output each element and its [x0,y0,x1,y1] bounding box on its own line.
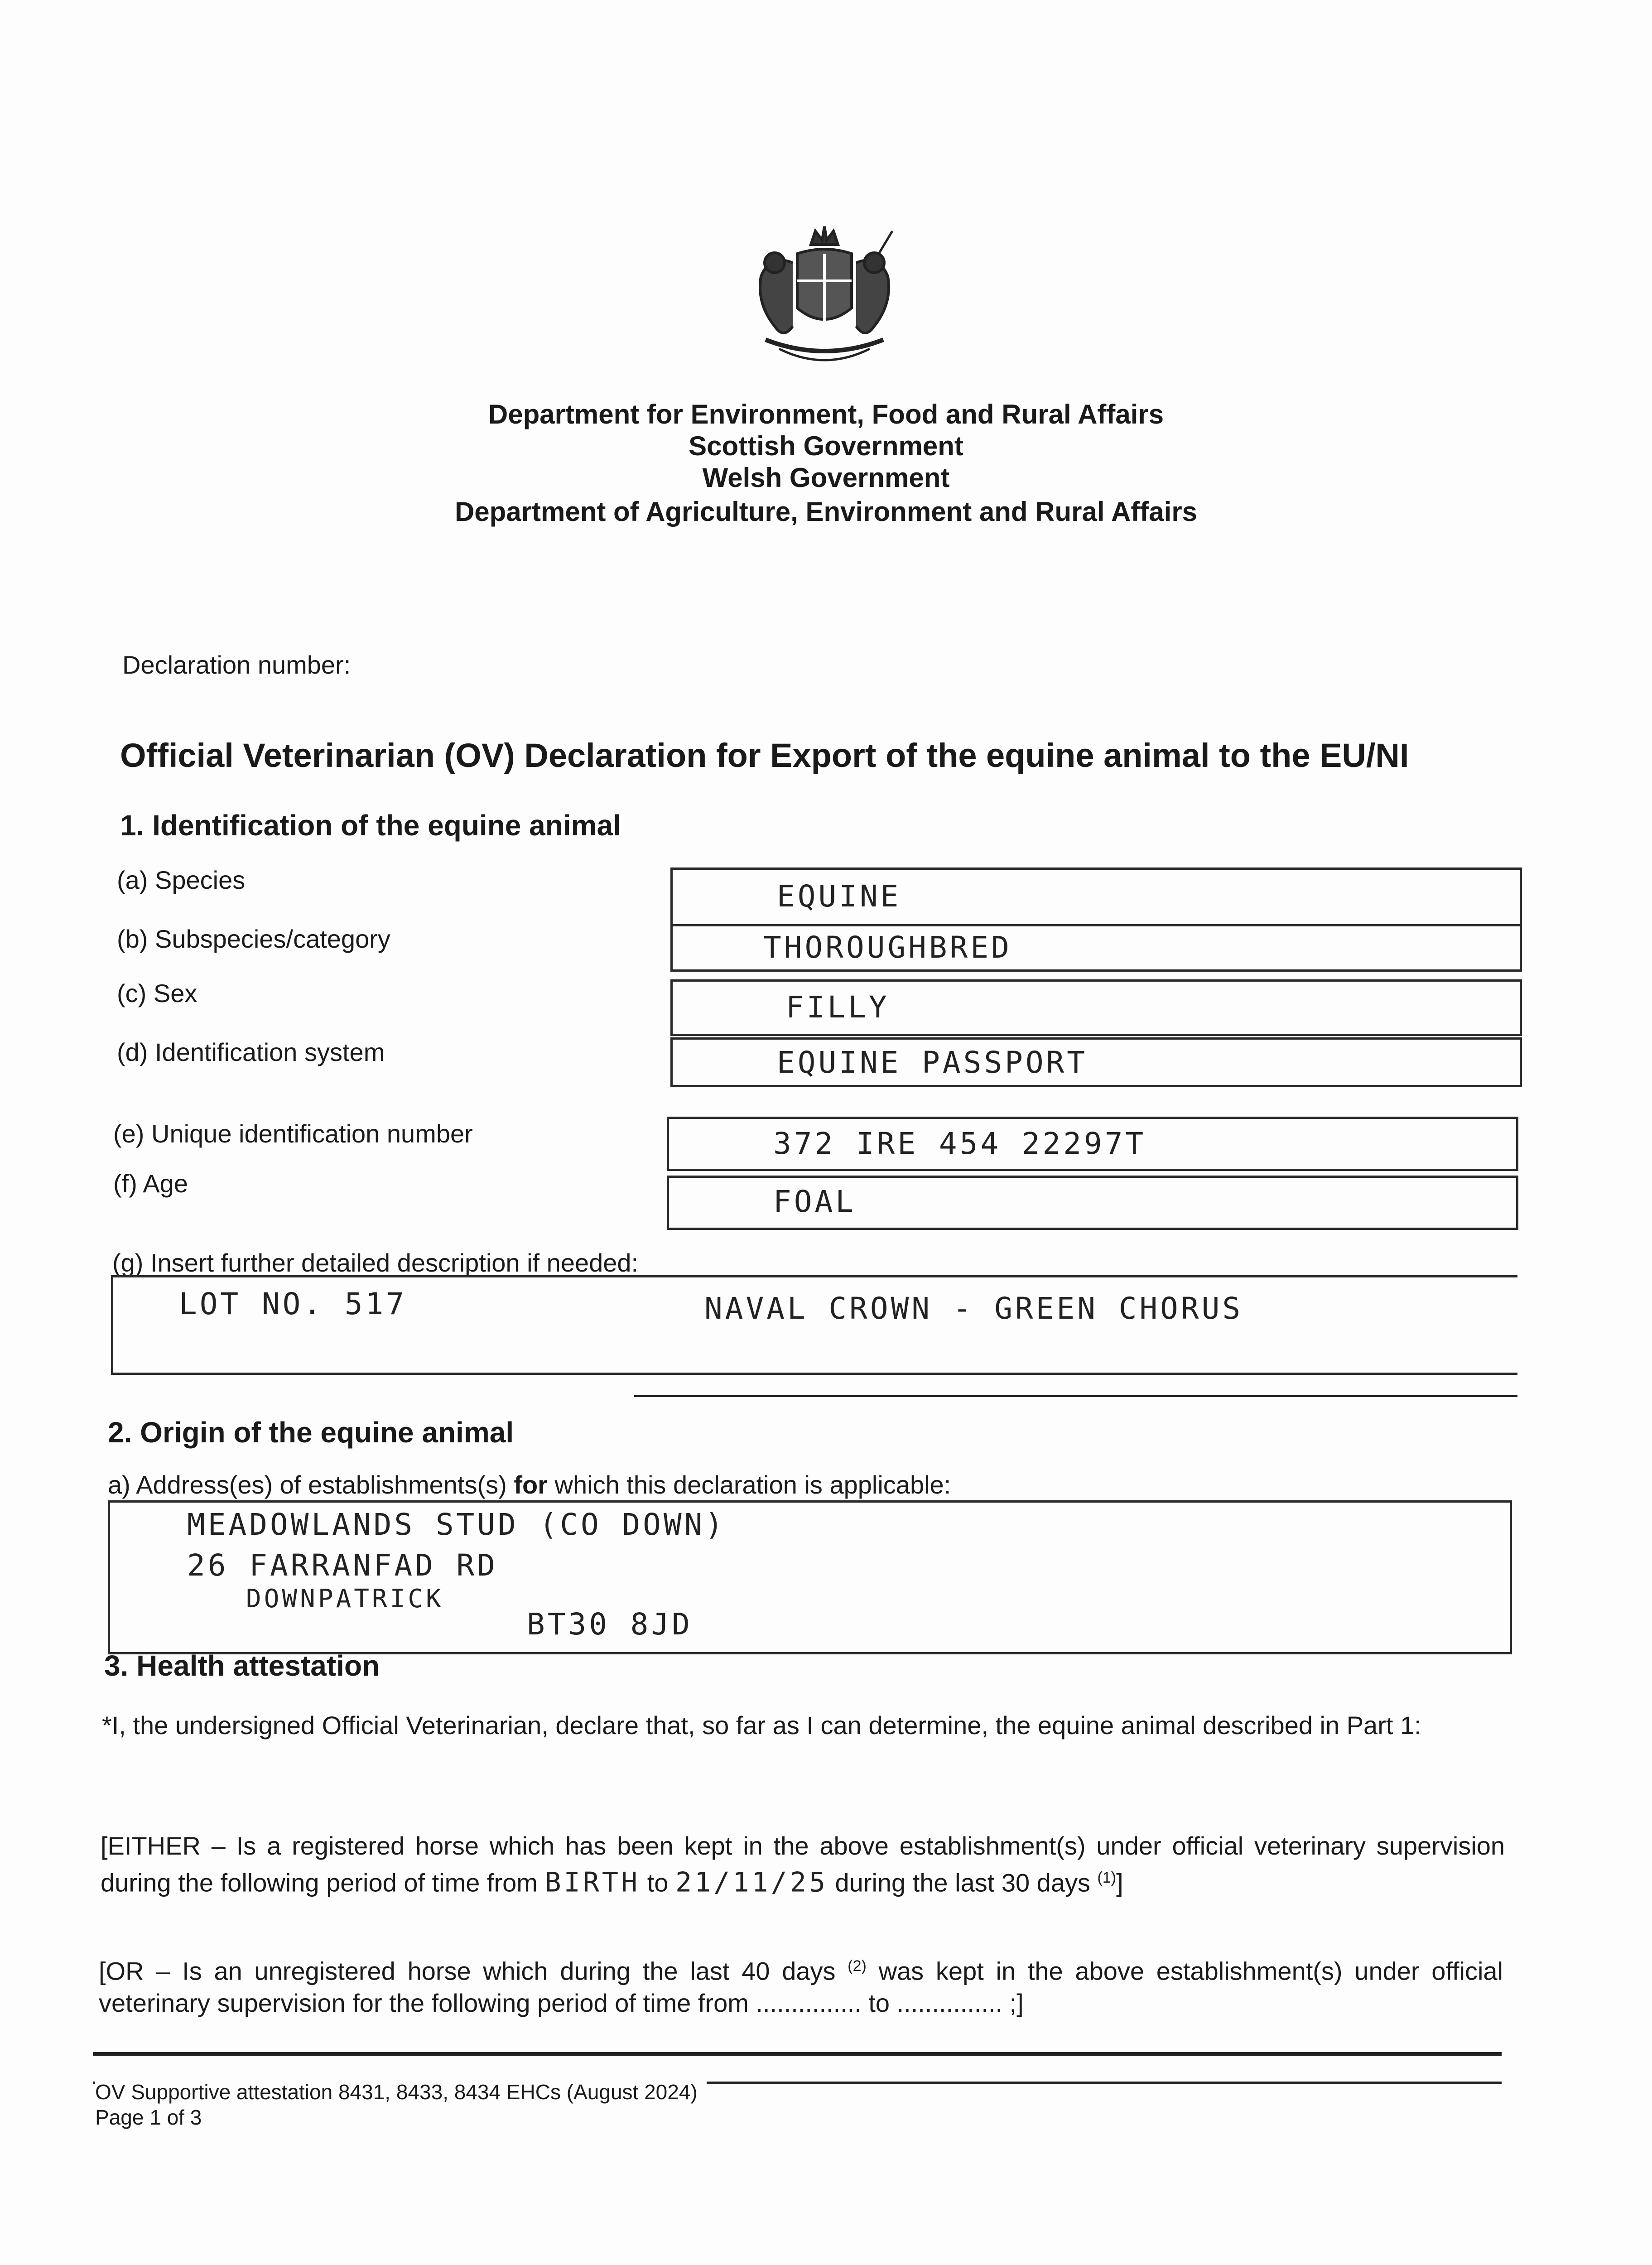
or-clause: [OR – Is an unregistered horse which during the last 40 days $^{(2)}$ was kept in the above establishment(s) under official veterinary supervision for the following period of time from ............... to ............... ;] [99,1957,1503,2017]
subspecies-value: THOROUGHBRED [763,930,1012,965]
subspecies-field[interactable] [670,924,1522,972]
sex-value: FILLY [786,990,890,1025]
dept-defra: Department for Environment, Food and Rural Affairs [488,399,1164,429]
footer [95,2079,707,2130]
section1-heading: 1. Identification of the equine animal [120,809,621,842]
either-clause: [EITHER – Is a registered horse which has been kept in the above establishment(s) under official veterinary supervision during the following period of time from BIRTH to 21/11/25 during the last 30 days $^{(1)}$] [101,1831,1505,1899]
field-label-sex: (c) Sex [117,979,197,1007]
page-title: Official Veterinarian (OV) Declaration for Export of the equine animal to the EU/NI [120,737,1409,774]
royal-coat-of-arms-icon [725,213,924,376]
field-label-identification-system: (d) Identification system [117,1038,385,1066]
address-field[interactable] [108,1500,1512,1654]
identification-system-field[interactable] [670,1037,1522,1087]
address-line2: 26 FARRANFAD RD [187,1548,498,1583]
description-name: NAVAL CROWN - GREEN CHORUS [704,1291,1243,1326]
either-from-value: BIRTH [544,1866,641,1899]
description-field[interactable] [111,1275,1517,1375]
declaration-number-label: Declaration number: [122,651,351,679]
sex-field[interactable] [670,979,1522,1036]
divider [634,1395,1517,1397]
dept-welsh-government: Welsh Government [702,463,950,493]
field-label-species: (a) Species [117,866,246,894]
dept-scottish-government: Scottish Government [689,431,963,461]
footer-attestation: OV Supportive attestation 8431, 8433, 8434 EHCs (August 2024) [95,2080,698,2104]
identification-system-value: EQUINE PASSPORT [777,1045,1088,1080]
description-lot: LOT NO. 517 [179,1287,407,1321]
footer-rule [93,2052,1502,2056]
address-line3: DOWNPATRICK [246,1584,444,1614]
uid-field[interactable] [667,1117,1518,1171]
age-value: FOAL [773,1184,856,1219]
address-label: a) Address(es) of establishments(s) for which this declaration is applicable: [108,1470,951,1499]
address-postcode: BT30 8JD [527,1607,693,1642]
footer-page-number: Page 1 of 3 [95,2106,202,2129]
address-line1: MEADOWLANDS STUD (CO DOWN) [187,1507,726,1542]
species-field[interactable] [670,867,1522,926]
field-label-subspecies: (b) Subspecies/category [117,925,390,953]
section2-heading: 2. Origin of the equine animal [108,1416,514,1449]
age-field[interactable] [667,1176,1518,1230]
species-value: EQUINE [777,879,901,914]
field-label-uid: (e) Unique identification number [113,1119,473,1148]
field-label-age: (f) Age [113,1169,188,1198]
either-to-value: 21/11/25 [675,1866,828,1899]
field-label-description: (g) Insert further detailed description if needed: [112,1248,639,1277]
section3-heading: 3. Health attestation [104,1649,380,1682]
attestation-intro: *I, the undersigned Official Veterinarian, declare that, so far as I can determine, the equine animal described in Part 1: [102,1711,1421,1740]
dept-daera: Department of Agriculture, Environment and Rural Affairs [454,496,1198,527]
uid-value: 372 IRE 454 22297T [773,1126,1146,1161]
